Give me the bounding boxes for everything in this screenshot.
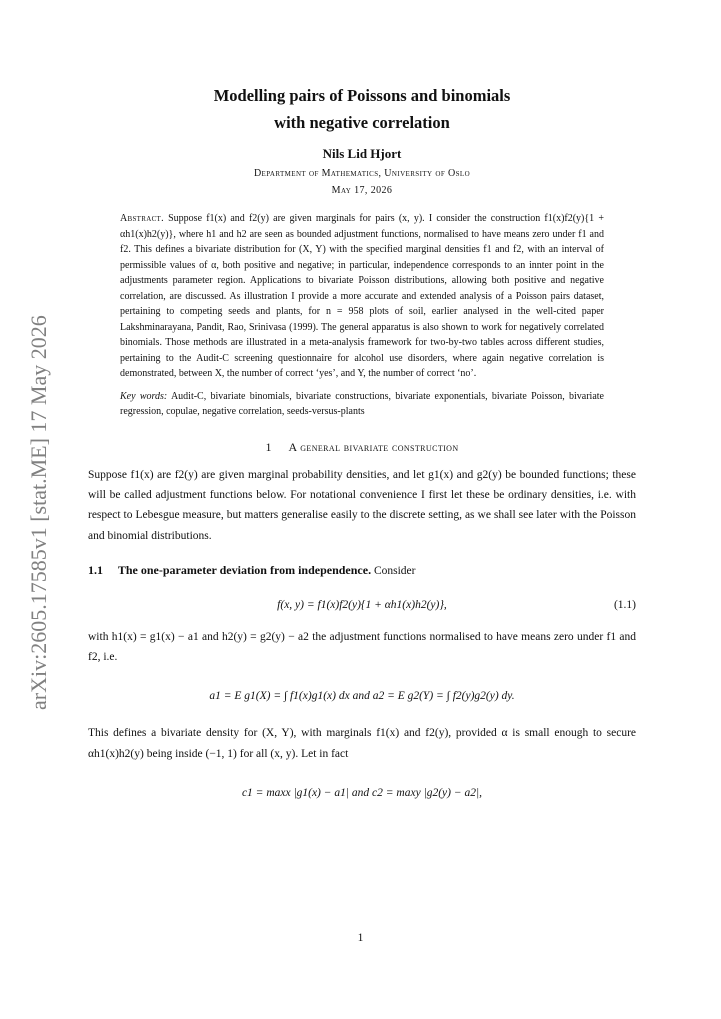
equation-1-1-number: (1.1) — [613, 599, 636, 612]
subsection-1-1 — [88, 560, 636, 581]
section-1-heading — [88, 440, 636, 455]
paper-title-line-2: with negative correlation — [274, 113, 450, 132]
section-1-number: 1 — [265, 439, 272, 454]
paper-date — [88, 185, 636, 196]
section-1-paragraph: Suppose f1(x) are f2(y) are given marginal probability densities, and let g1(x) and g2(y) be bounded functions; these will be called adjustment functions below. For notational convenience I first let these be ordinary densities, i.e. with respect to Lebesgue measure, but matters generalise easily to the discrete setting, as we shall see later with the Poisson and binomial distributions. — [88, 468, 636, 542]
bivariate-density-paragraph: This defines a bivariate density for (X, Y), with marginals f1(x) and f2(y), provided α is small enough to secure αh1(x)h2(y) being inside (−1, 1) for all (x, y). Let in fact — [88, 727, 636, 760]
equation-1-1-body: f(x, y) = f1(x)f2(y){1 + αh1(x)h2(y)}, — [277, 599, 447, 612]
section-1-title: A general bivariate construction — [288, 439, 459, 454]
equation-max-body: c1 = maxx |g1(x) − a1| and c2 = maxy |g2(y) − a2|, — [241, 786, 483, 799]
equation-means — [88, 679, 636, 713]
arxiv-identifier-text: arXiv:2605.17585v1 [stat.ME] 17 May 2026 — [26, 315, 51, 710]
author-affiliation — [88, 168, 636, 179]
subsection-1-1-number: 1.1 — [88, 563, 103, 578]
affiliation-text: Department of Mathematics, University of Oslo — [253, 168, 471, 179]
paper-title-line-1: Modelling pairs of Poissons and binomials — [213, 86, 511, 105]
keywords — [120, 389, 604, 420]
abstract-label: Abstract. — [120, 213, 164, 224]
adjustment-functions-paragraph: with h1(x) = g1(x) − a1 and h2(y) = g2(y) − a2 the adjustment functions normalised to have means zero under f1 and f2, i.e. — [88, 631, 636, 664]
subsection-1-1-lead: Consider — [373, 565, 416, 578]
equation-1-1 — [88, 593, 636, 617]
keywords-label: Key words: — [120, 390, 168, 402]
equation-means-body: a1 = E g1(X) = ∫ f1(x)g1(x) dx and a2 = E g2(Y) = ∫ f2(y)g2(y) dy. — [209, 690, 515, 703]
author-name: Nils Lid Hjort — [322, 146, 402, 161]
subsection-1-1-title: The one-parameter deviation from independence. — [117, 563, 372, 578]
paper-page — [88, 82, 636, 820]
date-text: May 17, 2026 — [331, 185, 393, 196]
equation-max — [88, 776, 636, 810]
abstract — [120, 211, 604, 382]
arxiv-identifier-stamp — [18, 290, 56, 710]
keywords-text: Audit-C, bivariate binomials, bivariate constructions, bivariate exponentials, bivariate Poisson, bivariate regression, copulae, negative correlation, seeds-versus-plants — [120, 390, 604, 417]
page-number: 1 — [357, 932, 364, 944]
abstract-text: Suppose f1(x) and f2(y) are given marginals for pairs (x, y). I consider the construction f1(x)f2(y){1 + αh1(x)h2(y)}, where h1 and h2 are seen as bounded adjustment functions, normalised to have means zero under f1 and f2. This defines a bivariate distribution for (X, Y) with the specified marginal densities f1 and f2, with an interval of permissible values of α, both positive and negative; in particular, independence corresponds to an innter point in the adjustments parameter region. Applications to bivariate Poisson distributions, allowing both positive and negative correlation, are discussed. As illustration I provide a more accurate and extended analysis of a Poisson pairs dataset, pertaining to competing seeds and plants, for n = 958 plots of soil, earlier analysed in the well-cited paper Lakshminarayana, Pandit, Rao, Srinivasa (1999). The general apparatus is also shown to work for negatively correlated binomials. Those methods are illustrated in a meta-analysis framework for two-by-two tables across different studies, pertaining to the Audit-C screening questionnaire for alcohol use disorders, where again negative correlation is demonstrated, between X, the number of correct ‘yes’, and Y, the number of correct ‘no’. — [120, 213, 605, 379]
